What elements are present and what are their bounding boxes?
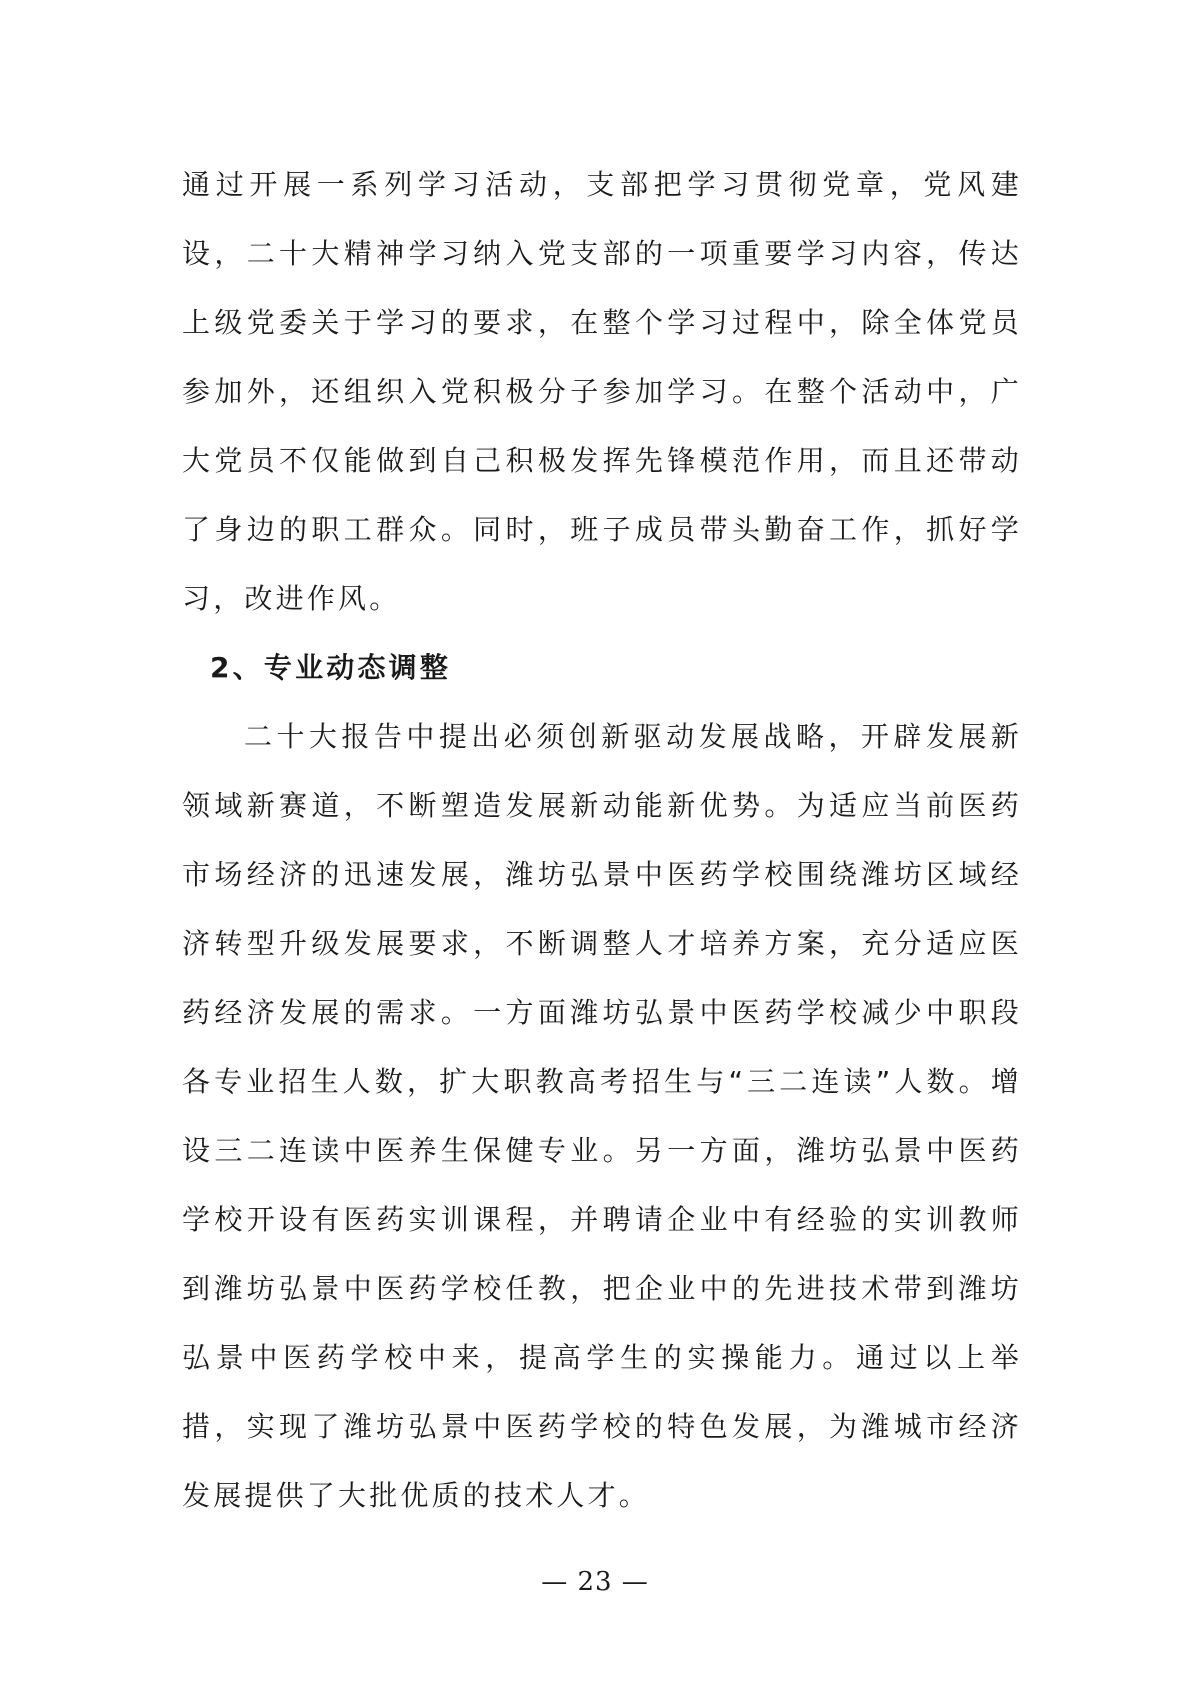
paragraph-major-adjustment: 二十大报告中提出必须创新驱动发展战略，开辟发展新领域新赛道，不断塑造发展新动能新优势。为适应当前医药市场经济的迅速发展，潍坊弘景中医药学校围绕潍坊区域经济转型升级发展要求，不断调整人才培养方案，充分适应医药经济发展的需求。一方面潍坊弘景中医药学校减少中职段各专业招生人数，扩大职教高考招生与“三二连读”人数。增设三二连读中医养生保健专业。另一方面，潍坊弘景中医药学校开设有医药实训课程，并聘请企业中有经验的实训教师到潍坊弘景中医药学校任教，把企业中的先进技术带到潍坊弘景中医药学校中来，提高学生的实操能力。通过以上举措，实现了潍坊弘景中医药学校的特色发展，为潍城市经济发展提供了大批优质的技术人才。: [182, 720, 1022, 1512]
section-heading: 2、专业动态调整: [210, 651, 452, 684]
document-body: [182, 150, 1022, 1530]
page-number: — 23 —: [541, 1567, 649, 1597]
paragraph-party-study: 通过开展一系列学习活动，支部把学习贯彻党章，党风建设，二十大精神学习纳入党支部的一项重要学习内容，传达上级党委关于学习的要求，在整个学习过程中，除全体党员参加外，还组织入党积极分子参加学习。在整个活动中，广大党员不仅能做到自己积极发挥先锋模范作用，而且还带动了身边的职工群众。同时，班子成员带头勤奋工作，抓好学习，改进作风。: [182, 168, 1022, 615]
